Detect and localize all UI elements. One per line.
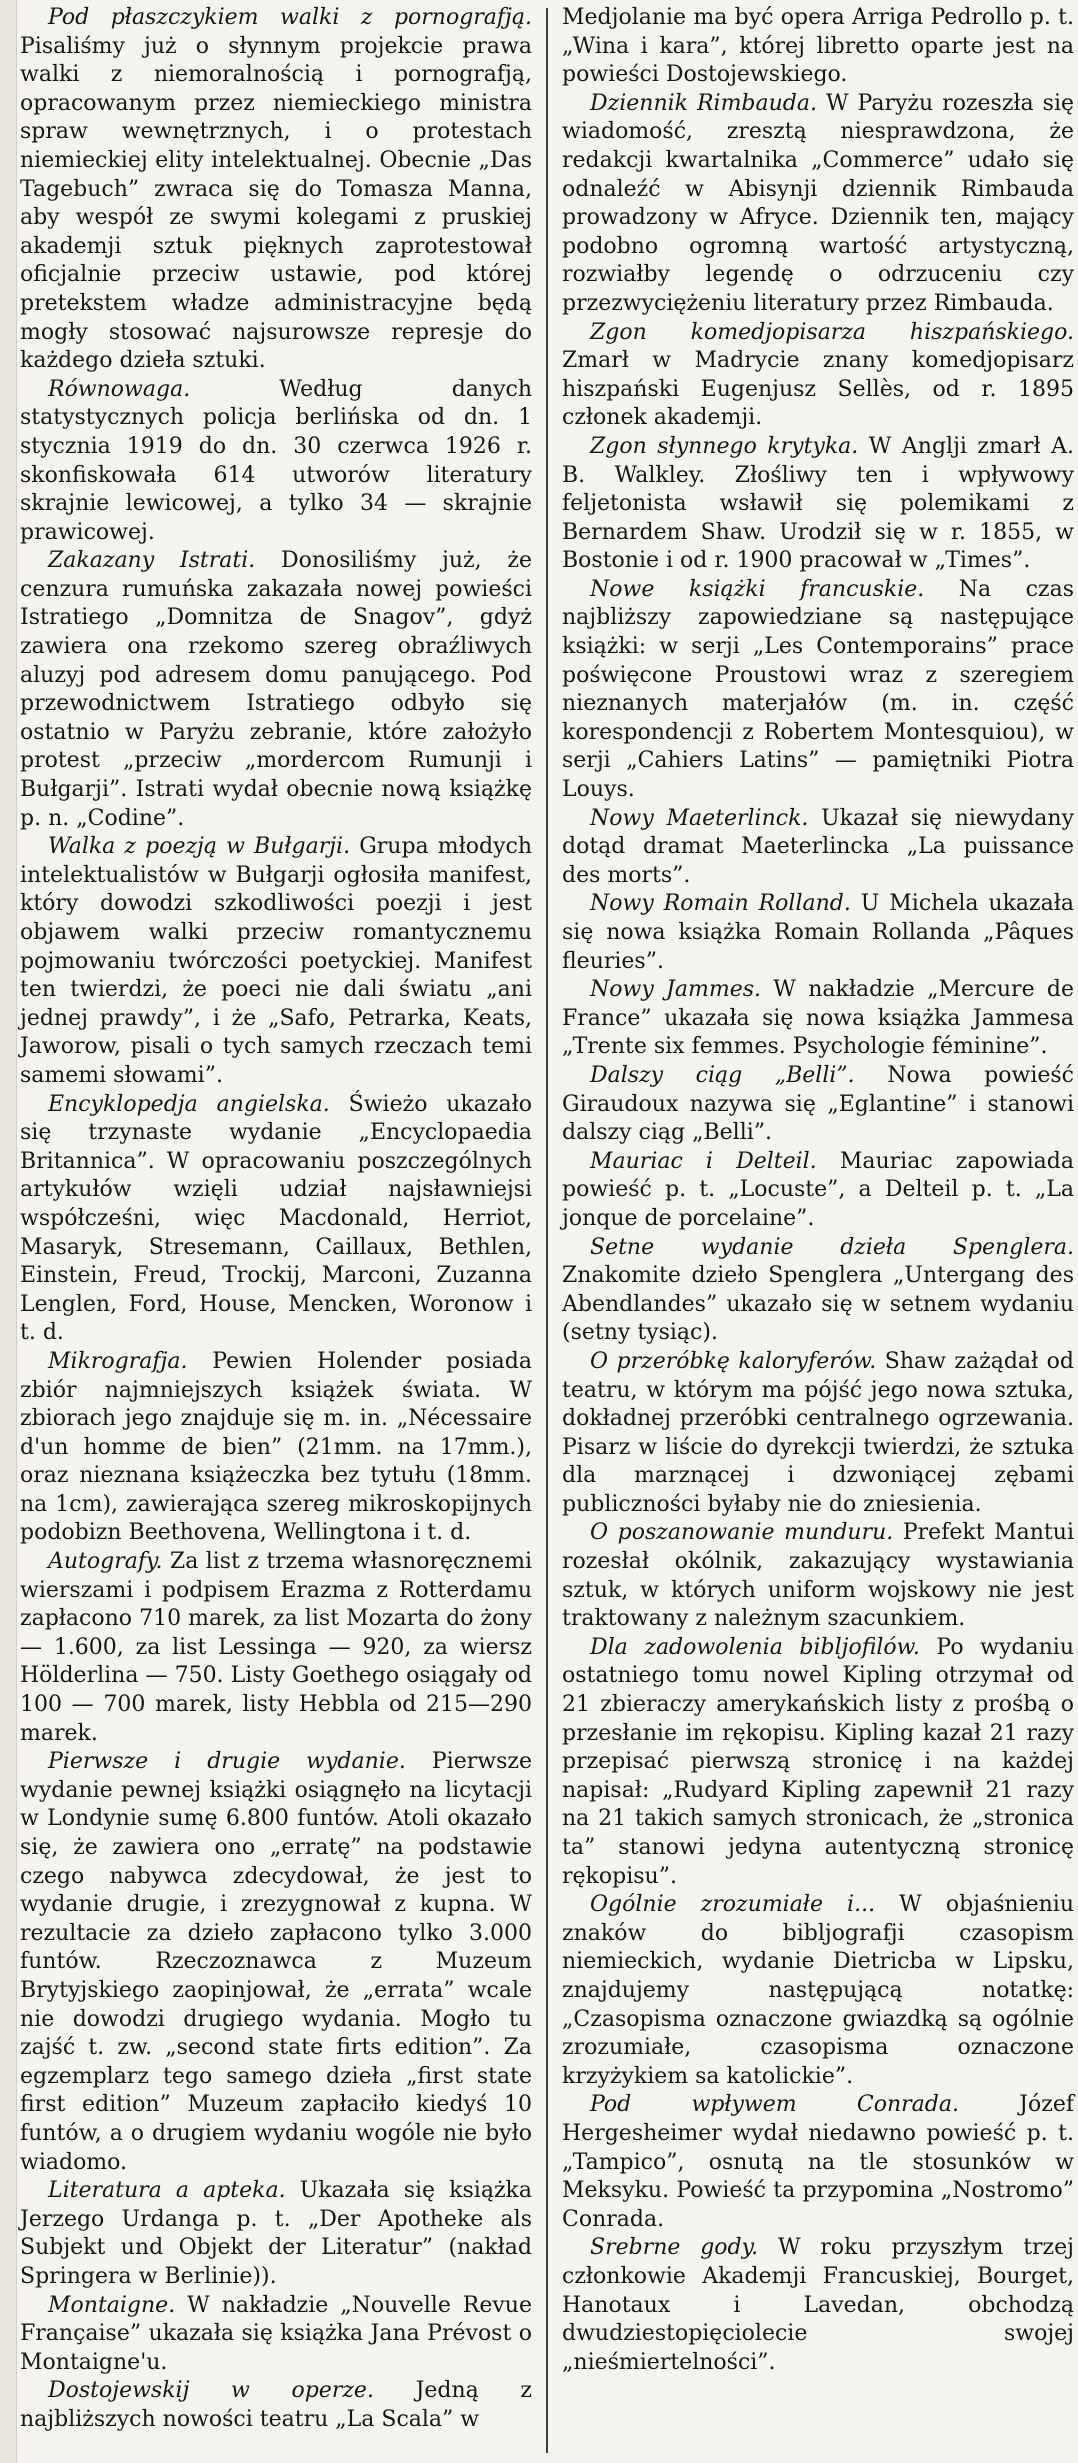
article-text: Pewien Holender posiada zbiór najmniejszych książek świata. W zbiorach jego znajduje się m. in. „Nécessaire d'un homme de bien” (21mm. na 17mm.), oraz nieznana książeczka bez tytułu (18mm. na 1cm), zawierająca szereg mikroskopijnych podobizn Beethovena, Wellingtona i t. d.: [20, 1348, 532, 1546]
article-text: Shaw zażądał od teatru, w którym ma pójść jego nowa sztuka, dokładnej przeróbki centralnego ogrzewania. Pisarz w liście do dyrekcji twierdzi, że sztuka dla marznącej i dzwoniącej zębami publiczności byłaby nie do zniesienia.: [562, 1348, 1074, 1517]
article-silver-jubilee: [562, 2234, 1074, 2377]
article-text: Po wydaniu ostatniego tomu nowel Kipling otrzymał od 21 zbieraczy amerykańskich listy z prośbą o przesłanie im rękopisu. Kipling kazał 21 razy przepisać pierwszą stronicę i na każdej napisał: „Rudyard Kipling zapewnił 21 razy na 21 takich samych stronicach, że „stronica ta” stanowi jedyna autentyczną stronicę rękopisu”.: [562, 1634, 1074, 1889]
article-encyclopedia: [20, 1091, 532, 1348]
article-text: Znakomite dzieło Spenglera „Untergang des Abendlandes” ukazało się w setnem wydaniu (setny tysiąc).: [562, 1263, 1074, 1346]
article-micrography: [20, 1348, 532, 1548]
article-dostoevsky-opera: [20, 2377, 532, 2434]
article-heading: Setne wydanie dzieła Spenglera.: [590, 1234, 1074, 1260]
article-heading: Dostojewskij w operze.: [48, 2378, 374, 2404]
article-heading: Zgon słynnego krytyka.: [590, 433, 859, 459]
article-uniform: [562, 1519, 1074, 1633]
article-text: Świeżo ukazało się trzynaste wydanie „Encyclopaedia Britannica”. W opracowaniu poszczególnych artykułów wzięli udział najsławniejsi współcześni, więc Macdonald, Herriot, Masaryk, Stresemann, Caillaux, Bethlen, Einstein, Freud, Trockij, Marconi, Zuzanna Lenglen, Ford, House, Mencken, Woronow i t. d.: [20, 1091, 533, 1346]
article-heading: Nowy Romain Rolland.: [590, 891, 851, 917]
article-heading: Pod wpływem Conrada.: [590, 2092, 959, 2118]
article-walkley: [562, 433, 1074, 576]
article-text: Według danych statystycznych policja berlińska od dn. 1 stycznia 1919 do dn. 30 czerwca 1926 r. skonfiskowała 614 utworów literatury skrajnie lewicowej, a tylko 34 — skrajnie prawicowej.: [20, 376, 532, 545]
article-rimbaud: [562, 90, 1074, 319]
article-kipling: [562, 1634, 1074, 1891]
article-heading: Nowy Jammes.: [590, 977, 762, 1003]
article-heading: Dziennik Rimbauda.: [590, 90, 817, 116]
article-heading: Mikrografja.: [48, 1348, 188, 1374]
article-heading: Walka z poezją w Bułgarji.: [48, 834, 351, 860]
article-text: Za list z trzema własnoręcznemi wierszami i podpisem Erazma z Rotterdamu zapłacono 710 marek, za list Mozarta do żony — 1.600, za list Lessinga — 920, za wiersz Hölderlina — 750. Listy Goethego osiągały od 100 — 700 marek, listy Hebbla od 215—290 marek.: [20, 1549, 532, 1746]
right-column: [562, 4, 1074, 2377]
article-heading: O poszanowanie munduru.: [590, 1520, 894, 1546]
article-heading: Zgon komedjopisarza hiszpańskiego.: [590, 319, 1074, 345]
article-heading: Mauriac i Delteil.: [590, 1148, 817, 1174]
left-column: [20, 4, 532, 2434]
article-heading: Zakazany Istrati.: [48, 548, 256, 574]
article-heading: O przeróbkę kaloryferów.: [590, 1348, 877, 1374]
article-text: Ukazała się książka Jerzego Urdanga p. t. „Der Apotheke als Subjekt und Objekt der Literatur” (nakład Springera w Berlinie)).: [20, 2178, 532, 2289]
article-heading: Autografy.: [48, 1549, 163, 1575]
article-text: Na czas najbliższy zapowiedziane są następujące książki: w serji „Les Contemporains” prace poświęcone Proustowi wraz z szeregiem nieznanych materjałów (m. in. część korespondencji z Robertem Montesquiou), w serji „Cahiers Latins” — pamiętniki Piotra Louys.: [562, 576, 1074, 803]
article-autographs: [20, 1548, 532, 1748]
article-text: U Michela ukazała się nowa książka Romain Rollanda „Pâques fleuries”.: [562, 891, 1074, 974]
article-text: W Anglji zmarł A. B. Walkley. Złośliwy ten i wpływowy feljetonista wsławił się polemikami z Bernardem Shaw. Urodził się w r. 1855, w Bostonie i od r. 1900 pracował w „Times”.: [562, 433, 1075, 574]
article-heading: Ogólnie zrozumiałe i...: [590, 1892, 876, 1918]
article-text: Grupa młodych intelektualistów w Bułgarji ogłosiła manifest, który dowodzi szkodliwości poezji i jest objawem walki przeciw romantycznemu pojmowaniu twórczości poetyckiej. Manifest ten twierdzi, że poeci nie dali światu „ani jednej prawdy”, i że „Safo, Petrarka, Keats, Jaworow, pisali o tych samych rzeczach temi samemi słowami”.: [20, 834, 532, 1088]
article-conrad: [562, 2091, 1074, 2234]
article-heading: Dla zadowolenia bibljofilów.: [590, 1634, 920, 1660]
article-balance: [20, 376, 532, 548]
article-text: Pierwsze wydanie pewnej książki osiągnęło na licytacji w Londynie sumę 6.800 funtów. Atoli okazało się, że zawiera ono „erratę” na podstawie czego nabywca zdecydował, że jest to wydanie drugie, i zrezygnował z kupna. W rezultacie za dzieło zapłacono tylko 3.000 funtów. Rzeczoznawca z Muzeum Brytyjskiego zaopinjował, że „errata” wcale nie dowodzi drugiego wydania. Mogło tu zajść t. zw. „second state firts edition”. Za egzemplarz tego samego dzieła „first state first edition” Muzeum zapłaciło kiedyś 10 funtów, a o drugiem wydaniu wogóle nie było wiadomo.: [20, 1749, 532, 2175]
article-heading: Dalszy ciąg „Belli”.: [590, 1062, 855, 1088]
article-text: Zmarł w Madrycie znany komedjopisarz hiszpański Eugenjusz Sellès, od r. 1895 członek akademji.: [562, 348, 1074, 431]
article-heading: Srebrne gody.: [590, 2235, 759, 2261]
article-text: W roku przyszłym trzej członkowie Akademji Francuskiej, Bourget, Hanotaux i Lavedan, obchodzą dwudziestopięciolecie swojej „nieśmiertelności”.: [562, 2235, 1074, 2375]
article-bibliography: [562, 1891, 1074, 2091]
article-heading: Literatura a apteka.: [48, 2178, 286, 2204]
article-rolland: [562, 890, 1074, 976]
article-text: W nakładzie „Nouvelle Revue Française” ukazała się książka Jana Prévost o Montaigne'u.: [20, 2292, 532, 2375]
article-text: Jedną z najbliższych nowości teatru „La Scala” w: [20, 2378, 532, 2432]
article-spengler: [562, 1234, 1074, 1348]
article-jammes: [562, 976, 1074, 1062]
article-french-books: [562, 576, 1074, 805]
article-text: Ukazał się niewydany dotąd dramat Maeterlincka „La puissance des morts”.: [562, 805, 1074, 888]
article-istrati: [20, 547, 532, 833]
article-heading: Pierwsze i drugie wydanie.: [48, 1749, 406, 1775]
article-text: Medjolanie ma być opera Arriga Pedrollo p. t. „Wina i kara”, której libretto oparte jest na powieści Dostojewskiego.: [562, 5, 1074, 88]
page-edge: [0, 0, 17, 2463]
article-text: Mauriac zapowiada powieść p. t. „Locuste”, a Delteil p. t. „La jonque de porcelaine”.: [562, 1148, 1074, 1231]
article-text: W objaśnieniu znaków do bibljografji czasopism niemieckich, wydanie Dietricba w Lipsku, znajdujemy następującą notatkę: „Czasopisma oznaczone gwiazdką są ogólnie zrozumiałe, czasopisma oznaczone krzyżykiem sa katolickie”.: [562, 1892, 1074, 2089]
article-editions: [20, 1748, 532, 2177]
article-mauriac-delteil: [562, 1148, 1074, 1234]
article-heading: Nowy Maeterlinck.: [590, 805, 809, 831]
article-giraudoux: [562, 1062, 1074, 1148]
article-heading: Pod płaszczykiem walki z pornografją.: [48, 5, 532, 30]
article-heading: Równowaga.: [48, 376, 191, 402]
article-heading: Montaigne.: [48, 2292, 176, 2318]
article-dostoevsky-opera-cont: [562, 4, 1074, 90]
article-bulgaria-poetry: [20, 833, 532, 1090]
article-text: Nowa powieść Giraudoux nazywa się „Eglantine” i stanowi dalszy ciąg „Belli”.: [562, 1062, 1074, 1146]
article-heading: Nowe książki francuskie.: [590, 576, 925, 602]
article-text: W nakładzie „Mercure de France” ukazała się nowa książka Jammesa „Trente six femmes. Psychologie féminine”.: [562, 977, 1074, 1060]
article-text: Donosiliśmy już, że cenzura rumuńska zakazała nowej powieści Istratiego „Domnitza de Snagov”, gdyż zawiera ona rzekomo szereg obraźliwych aluzyj pod adresem domu panującego. Pod przewodnictwem Istratiego odbyło się ostatnio w Paryżu zebranie, które założyło protest „przeciw „mordercom Rumunji i Bułgarji”. Istrati wydał obecnie nową książkę p. n. „Codine”.: [20, 548, 532, 831]
article-selles: [562, 319, 1074, 433]
article-text: Prefekt Mantui rozesłał okólnik, zakazujący wystawiania sztuk, w których uniform wojskowy nie jest traktowany z należnym szacunkiem.: [562, 1520, 1074, 1632]
article-maeterlinck: [562, 805, 1074, 891]
article-text: W Paryżu rozeszła się wiadomość, zresztą niesprawdzona, że redakcji kwartalnika „Commerce” udało się odnaleźć w Abisynji dziennik Rimbauda prowadzony w Afryce. Dziennik ten, mający podobno ogromną wartość artystyczną, rozwiałby legendę o odrzuceniu czy przezwyciężeniu literatury przez Rimbauda.: [562, 90, 1074, 316]
article-radiators: [562, 1348, 1074, 1520]
article-heading: Encyklopedja angielska.: [48, 1091, 330, 1117]
article-pharmacy: [20, 2177, 532, 2291]
article-text: Józef Hergesheimer wydał niedawno powieść p. t. „Tampico”, osnutą na tle stosunków w Meksyku. Powieść ta przypomina „Nostromo” Conrada.: [562, 2092, 1074, 2232]
article-text: Pisaliśmy już o słynnym projekcie prawa walki z niemoralnością i pornografją, opracowanym przez niemieckiego ministra spraw wewnętrznych, i o protestach niemieckiej elity intelektualnej. Obecnie „Das Tagebuch” zwraca się do Tomasza Manna, aby wespół ze swymi kolegami z pruskiej akademji sztuk pięknych zaprotestował oficjalnie przeciw ustawie, pod której pretekstem władze administracyjne będą mogły stosować najsurowsze represje do każdego dzieła sztuki.: [20, 33, 532, 374]
article-montaigne: [20, 2292, 532, 2378]
column-divider: [546, 8, 548, 2453]
article-porn-law: [20, 4, 532, 376]
